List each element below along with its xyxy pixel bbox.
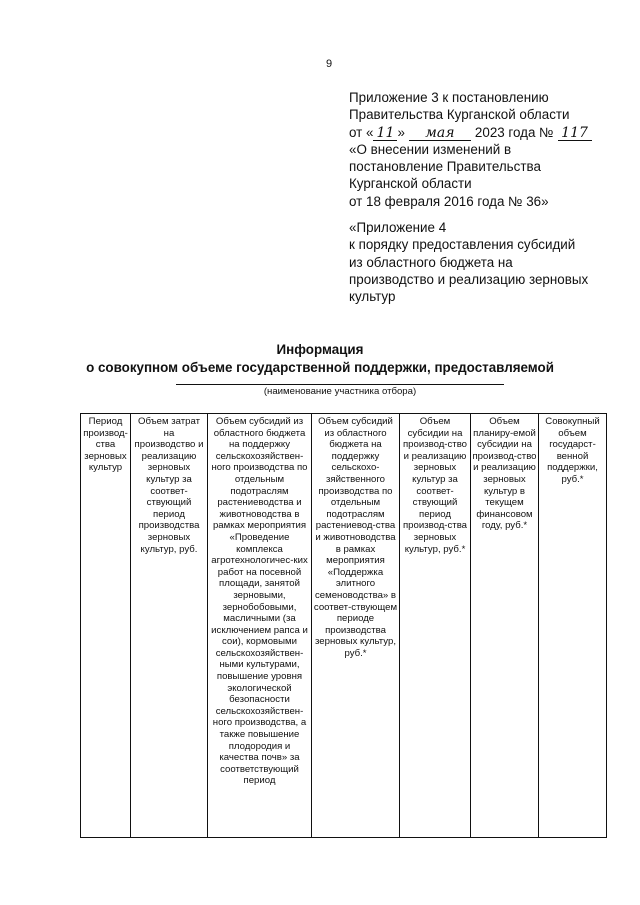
document-title: Информация (276, 342, 364, 357)
inner-line-5: культур (349, 289, 396, 305)
inner-line-4: производство и реализацию зерновых (349, 271, 589, 287)
column-header-total-support: Совокупный объем государст-венной поддержки, руб.* (539, 414, 607, 838)
column-header-grain-subsidy: Объем субсидии на производ-ство и реализацию зерновых культур за соответ-ствующий период производ-ства зерновых культур, руб.* (400, 414, 471, 838)
table-header-row (81, 414, 607, 838)
appendix-line-4: «О внесении изменений в (349, 141, 512, 157)
date-year: 2023 года № (474, 124, 554, 140)
handwritten-date-day: 11 (373, 126, 397, 141)
appendix-date-line (349, 124, 624, 141)
column-header-seed-subsidy: Объем субсидий из областного бюджета на поддержку сельскохо-зяйственного производства по отдельным подотраслям растениевод-ства и животноводства в рамках мероприятия «Поддержка элитного семеноводства» в соответ-ствующем периоде производства зерновых культур, руб.* (312, 414, 400, 838)
participant-caption: (наименование участника отбора) (263, 386, 417, 397)
appendix-header (349, 89, 624, 210)
inner-line-3: из областного бюджета на (349, 254, 513, 270)
appendix-inner (349, 219, 624, 305)
date-prefix: от « (349, 124, 374, 140)
inner-line-1: «Приложение 4 (349, 220, 447, 235)
document-subtitle: о совокупном объеме государственной поддержки, предоставляемой (86, 360, 554, 375)
appendix-line-5: постановление Правительства (349, 159, 541, 175)
appendix-line-7: от 18 февраля 2016 года № 36» (349, 193, 549, 209)
appendix-line-2: Правительства Курганской области (349, 107, 570, 123)
column-header-period: Период производ-ства зерновых культур (81, 414, 131, 838)
handwritten-doc-number: 117 (558, 126, 592, 141)
column-header-agrotech-subsidy: Объем субсидий из областного бюджета на поддержку сельскохозяйствен-ного производства по отдельным подотраслям растениеводства и животноводства в рамках мероприятия «Проведение комплекса агротехнологичес-ких работ на посевной площади, занятой зерновыми, зернобобовыми, масличными (за исключением рапса и сои), кормовыми сельскохозяйствен-ными культурами, повышение уровня экологической безопасности сельскохозяйствен-ного производства, а также повышение плодородия и качества почв» за соответствующий период (208, 414, 312, 838)
page-number: 9 (326, 58, 333, 70)
appendix-line-6: Курганской области (349, 176, 472, 192)
participant-fill-line (176, 384, 504, 385)
date-mid: » (397, 124, 405, 140)
inner-line-2: к порядку предоставления субсидий (349, 237, 576, 253)
support-info-table (80, 413, 607, 838)
column-header-planned-subsidy: Объем планиру-емой субсидии на производ-ство и реализацию зерновых культур в текущем финансовом году, руб.* (471, 414, 539, 838)
handwritten-date-month: мая (409, 126, 471, 141)
column-header-costs: Объем затрат на производство и реализацию зерновых культур за соответ-ствующий период производства зерновых культур, руб. (131, 414, 208, 838)
appendix-line-1: Приложение 3 к постановлению (349, 90, 549, 105)
